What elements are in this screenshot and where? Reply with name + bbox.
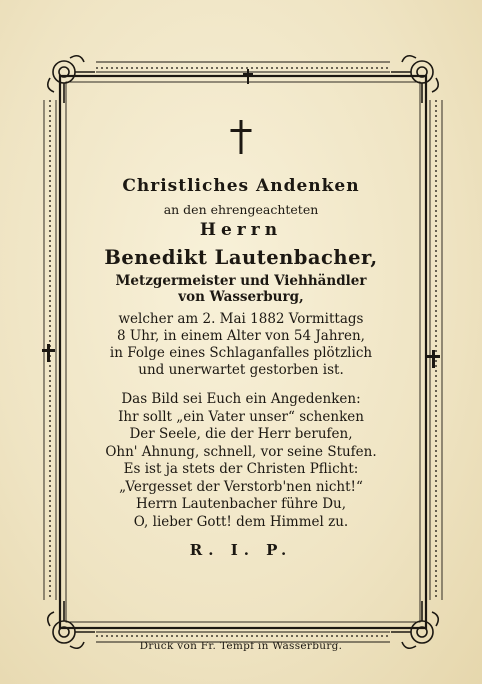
title: Christliches Andenken — [122, 176, 360, 196]
subtitle: an den ehrengeachteten — [163, 202, 319, 217]
occupation-line-1: Metzgermeister und Viehhändler — [115, 273, 367, 289]
death-notice-line: und unerwartet gestorben ist. — [138, 362, 344, 378]
poem-line: Ohn' Ahnung, schnell, vor seine Stufen. — [105, 443, 377, 460]
cross-icon — [229, 118, 253, 156]
honorific: Herrn — [199, 220, 283, 240]
printer-imprint: Druck von Fr. Tempf in Wasserburg. — [139, 640, 343, 652]
poem-line: Der Seele, die der Herr berufen, — [129, 426, 353, 442]
poem-line: „Vergesset der Verstorb'nen nicht!“ — [119, 478, 363, 495]
death-notice — [60, 311, 422, 379]
death-notice-line: in Folge eines Schlaganfalles plötzlich — [109, 345, 373, 361]
card-text — [60, 118, 422, 559]
poem-line: Das Bild sei Euch ein Angedenken: — [121, 391, 361, 407]
poem-line: Herrn Lautenbacher führe Du, — [135, 496, 347, 512]
death-notice-line: 8 Uhr, in einem Alter von 54 Jahren, — [117, 328, 365, 344]
poem-line: O, lieber Gott! dem Himmel zu. — [133, 513, 349, 530]
poem — [60, 391, 422, 531]
rip-closing: R. I. P. — [189, 541, 293, 559]
death-notice-line: welcher am 2. Mai 1882 Vormittags — [118, 311, 364, 327]
poem-line: Es ist ja stets der Christen Pflicht: — [123, 461, 359, 477]
poem-line: Ihr sollt „ein Vater unser“ schenken — [118, 408, 364, 425]
occupation-line-2: von Wasserburg, — [178, 289, 304, 305]
deceased-name: Benedikt Lautenbacher, — [104, 246, 378, 269]
